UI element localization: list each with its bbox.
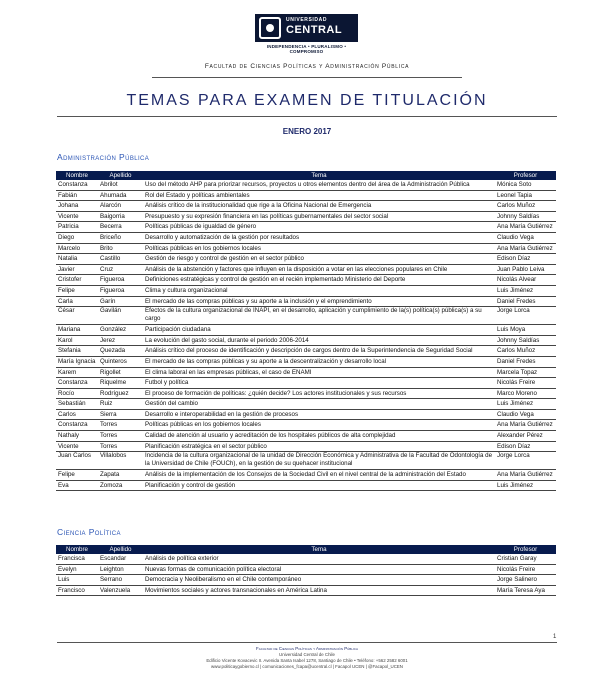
cell-student-first-name: Carlos [56,409,98,420]
table-row [56,378,556,389]
logo-motto: INDEPENDENCIA • PLURALISMO • COMPROMISO [266,44,347,54]
cell-tema: Análisis de política exterior [143,554,495,564]
page-footer [0,646,614,670]
cell-profesor: Ana María Gutiérrez [495,222,556,233]
cell-student-last-name: González [98,325,143,336]
cell-profesor: Luis Jiménez [495,285,556,296]
table-row [56,335,556,346]
table-row [56,264,556,275]
cell-student-last-name: Briceño [98,232,143,243]
table-row [56,211,556,222]
cell-profesor: Claudio Vega [495,232,556,243]
cell-profesor: Mónica Soto [495,180,556,190]
cell-student-last-name: Gavilán [98,307,143,325]
table-row [56,307,556,325]
cell-student-first-name: Patricia [56,222,98,233]
cell-student-first-name: Constanza [56,378,98,389]
cell-student-first-name: María Ignacia [56,356,98,367]
table-row [56,441,556,452]
cell-student-first-name: Evelyn [56,564,98,575]
cell-tema: El proceso de formación de políticas: ¿quién decide? Los actores institucionales y sus recursos [143,388,495,399]
table-row [56,275,556,286]
cell-profesor: Leonel Tapia [495,190,556,201]
table-row [56,222,556,233]
cell-student-first-name: César [56,307,98,325]
cell-profesor: Edison Díaz [495,254,556,265]
document-date: ENERO 2017 [282,127,332,136]
cell-tema: Clima y cultura organizacional [143,285,495,296]
section-title-administracion: Administración Pública [57,152,150,162]
column-header-apellido: Apellido [98,545,143,554]
cell-student-last-name: Jerez [98,335,143,346]
cell-tema: Análisis de la implementación de los Consejos de la Sociedad Civil en el nivel central de la administración del Estado [143,470,495,481]
footer-address: Edificio Vicente Kovacevic II. Avenida Santa Isabel 1278, Santiago de Chile • Teléfono: +562 2582 6001 [206,658,408,663]
table-row [56,399,556,410]
cell-student-last-name: Abrilot [98,180,143,190]
cell-student-first-name: Carla [56,296,98,307]
cell-student-last-name: Villalobos [98,452,143,470]
cell-student-first-name: Eva [56,480,98,491]
cell-student-last-name: Sierra [98,409,143,420]
cell-profesor: Marcela Topaz [495,367,556,378]
cell-student-last-name: Rigollet [98,367,143,378]
divider [57,642,557,643]
table-row [56,201,556,212]
cell-profesor: Nicolás Alvear [495,275,556,286]
table-row [56,254,556,265]
cell-profesor: Carlos Muñoz [495,346,556,357]
table-header-row [56,545,556,554]
logo-name-text: CENTRAL [286,24,343,36]
column-header-nombre: Nombre [56,545,98,554]
logo-block [255,14,358,42]
cell-profesor: Luis Moya [495,325,556,336]
table-header-row [56,171,556,180]
cell-student-last-name: Ahumada [98,190,143,201]
cell-student-first-name: Natalia [56,254,98,265]
cell-tema: El clima laboral en las empresas públicas, el caso de ENAMI [143,367,495,378]
table-row [56,564,556,575]
cell-tema: Análisis crítico de la institucionalidad que rige a la Oficina Nacional de Emergencia [143,201,495,212]
cell-student-first-name: Stefania [56,346,98,357]
cell-student-last-name: Torres [98,420,143,431]
cell-student-first-name: Luis [56,575,98,586]
cell-student-first-name: Cristofer [56,275,98,286]
cell-student-last-name: Alarcón [98,201,143,212]
table-row [56,585,556,596]
cell-student-last-name: Baigorria [98,211,143,222]
cell-profesor: Ana María Gutiérrez [495,420,556,431]
cell-tema: Políticas públicas en los gobiernos locales [143,420,495,431]
cell-student-first-name: Karem [56,367,98,378]
cell-tema: Calidad de atención al usuario y acreditación de los hospitales públicos de alta complejidad [143,431,495,442]
cell-student-first-name: Diego [56,232,98,243]
page-number: 1 [553,634,557,640]
table-row [56,420,556,431]
cell-tema: Futbol y política [143,378,495,389]
logo-university-text: UNIVERSIDAD [286,17,328,23]
cell-tema: Efectos de la cultura organizacional de INAPI, en el desarrollo, aplicación y cumplimiento de la(s) política(s) pública(s) a su cargo [143,307,495,325]
cell-student-last-name: Ruiz [98,399,143,410]
cell-profesor: Johnny Saldías [495,335,556,346]
cell-profesor: Cristian Garay [495,554,556,564]
footer-faculty: Facultad de Ciencias Políticas y Administración Pública [256,646,358,651]
footer-university: Universidad Central de Chile [279,652,335,657]
cell-profesor: Ana María Gutiérrez [495,470,556,481]
cell-student-last-name: Valenzuela [98,585,143,596]
topics-table-administracion [56,171,556,491]
cell-student-first-name: Felipe [56,470,98,481]
cell-tema: Desarrollo y automatización de la gestión por resultados [143,232,495,243]
cell-profesor: Nicolás Freire [495,564,556,575]
cell-student-last-name: Figueroa [98,285,143,296]
divider [152,77,462,78]
table-row [56,431,556,442]
cell-profesor: Luis Jiménez [495,480,556,491]
cell-profesor: Edison Díaz [495,441,556,452]
cell-tema: Definiciones estratégicas y control de gestión en el recién implementado Ministerio del Deporte [143,275,495,286]
table-row [56,554,556,564]
cell-tema: Análisis crítico del proceso de identificación y descripción de cargos dentro de la Superintendencia de Seguridad Social [143,346,495,357]
cell-student-last-name: Cruz [98,264,143,275]
cell-profesor: Daniel Fredes [495,296,556,307]
footer-contact: www.politicaygobierno.cl | comunicaciones_fcapa@ucentral.cl | Facapol UCEN | @Facapol_UCEN [211,664,403,669]
cell-profesor: Juan Pablo Leiva [495,264,556,275]
cell-tema: Análisis de la abstención y factores que influyen en la disposición a votar en las elecciones populares en Chile [143,264,495,275]
page-title: TEMAS PARA EXAMEN DE TITULACIÓN [126,92,488,109]
table-row [56,356,556,367]
table-row [56,180,556,190]
section-title-ciencia-politica: Ciencia Política [57,527,121,537]
table-row [56,346,556,357]
cell-tema: Gestión del cambio [143,399,495,410]
cell-student-first-name: Sebastián [56,399,98,410]
cell-student-first-name: Francisco [56,585,98,596]
cell-student-first-name: Nathaly [56,431,98,442]
cell-profesor: Luis Jiménez [495,399,556,410]
cell-student-last-name: Leighton [98,564,143,575]
cell-tema: Desarrollo e interoperabilidad en la gestión de procesos [143,409,495,420]
column-header-profesor: Profesor [495,171,556,180]
column-header-tema: Tema [143,545,495,554]
cell-profesor: Marco Moreno [495,388,556,399]
cell-student-last-name: Quezada [98,346,143,357]
column-header-tema: Tema [143,171,495,180]
cell-student-first-name: Juan Carlos [56,452,98,470]
column-header-apellido: Apellido [98,171,143,180]
cell-tema: Políticas públicas de igualdad de género [143,222,495,233]
cell-student-last-name: Garín [98,296,143,307]
cell-profesor: Claudio Vega [495,409,556,420]
cell-student-first-name: Fabián [56,190,98,201]
cell-student-first-name: Johana [56,201,98,212]
cell-tema: El mercado de las compras públicas y su aporte a la descentralización y desarrollo local [143,356,495,367]
cell-profesor: María Teresa Aya [495,585,556,596]
cell-student-first-name: Vicente [56,211,98,222]
cell-tema: Nuevas formas de comunicación política electoral [143,564,495,575]
cell-profesor: Daniel Fredes [495,356,556,367]
cell-student-last-name: Escandar [98,554,143,564]
cell-student-first-name: Marcelo [56,243,98,254]
cell-student-last-name: Torres [98,431,143,442]
cell-student-first-name: Karol [56,335,98,346]
cell-tema: Movimientos sociales y actores transnacionales en América Latina [143,585,495,596]
cell-profesor: Carlos Muñoz [495,201,556,212]
cell-profesor: Jorge Lorca [495,307,556,325]
cell-tema: Planificación y control de gestión [143,480,495,491]
cell-profesor: Jorge Lorca [495,452,556,470]
cell-student-last-name: Castillo [98,254,143,265]
cell-tema: Políticas públicas en los gobiernos locales [143,243,495,254]
cell-student-first-name: Mariana [56,325,98,336]
cell-student-first-name: Constanza [56,420,98,431]
cell-student-last-name: Brito [98,243,143,254]
cell-tema: Gestión de riesgo y control de gestión en el sector público [143,254,495,265]
cell-student-first-name: Vicente [56,441,98,452]
table-row [56,388,556,399]
table-row [56,409,556,420]
topics-table-ciencia-politica [56,545,556,596]
table-row [56,367,556,378]
table-row [56,232,556,243]
cell-tema: Rol del Estado y políticas ambientales [143,190,495,201]
table-row [56,470,556,481]
cell-tema: La evolución del gasto social, durante el periodo 2006-2014 [143,335,495,346]
cell-student-first-name: Constanza [56,180,98,190]
cell-tema: Participación ciudadana [143,325,495,336]
divider [57,116,557,117]
cell-profesor: Ana María Gutiérrez [495,243,556,254]
table-row [56,480,556,491]
table-row [56,296,556,307]
cell-tema: El mercado de las compras públicas y su aporte a la inclusión y el emprendimiento [143,296,495,307]
cell-student-last-name: Becerra [98,222,143,233]
cell-profesor: Johnny Saldías [495,211,556,222]
cell-student-last-name: Figueroa [98,275,143,286]
table-row [56,325,556,336]
cell-student-last-name: Rodríguez [98,388,143,399]
university-emblem-icon [259,17,281,39]
cell-student-last-name: Serrano [98,575,143,586]
cell-student-first-name: Francisca [56,554,98,564]
faculty-name: Facultad de Ciencias Políticas y Administración Pública [204,63,410,70]
cell-student-last-name: Riquelme [98,378,143,389]
cell-student-first-name: Felipe [56,285,98,296]
cell-profesor: Nicolás Freire [495,378,556,389]
cell-tema: Democracia y Neoliberalismo en el Chile contemporáneo [143,575,495,586]
university-logo [255,14,358,52]
cell-student-last-name: Zomoza [98,480,143,491]
table-row [56,190,556,201]
cell-tema: Presupuesto y su expresión financiera en las políticas gubernamentales del sector social [143,211,495,222]
table-row [56,575,556,586]
cell-tema: Planificación estratégica en el sector público [143,441,495,452]
table-row [56,243,556,254]
column-header-profesor: Profesor [495,545,556,554]
table-row [56,285,556,296]
cell-profesor: Jorge Salinero [495,575,556,586]
cell-tema: Uso del método AHP para priorizar recursos, proyectos u otros elementos dentro del área de la Administración Pública [143,180,495,190]
cell-student-last-name: Quinteros [98,356,143,367]
cell-student-first-name: Rocío [56,388,98,399]
cell-tema: Incidencia de la cultura organizacional de la unidad de Dirección Económica y Administrativa de la Facultad de Odontología de la Universidad de Chile (FOUCh), en la gestión de su quehacer institucional [143,452,495,470]
cell-student-first-name: Javier [56,264,98,275]
column-header-nombre: Nombre [56,171,98,180]
cell-student-last-name: Torres [98,441,143,452]
table-row [56,452,556,470]
cell-profesor: Alexander Pérez [495,431,556,442]
cell-student-last-name: Zapata [98,470,143,481]
